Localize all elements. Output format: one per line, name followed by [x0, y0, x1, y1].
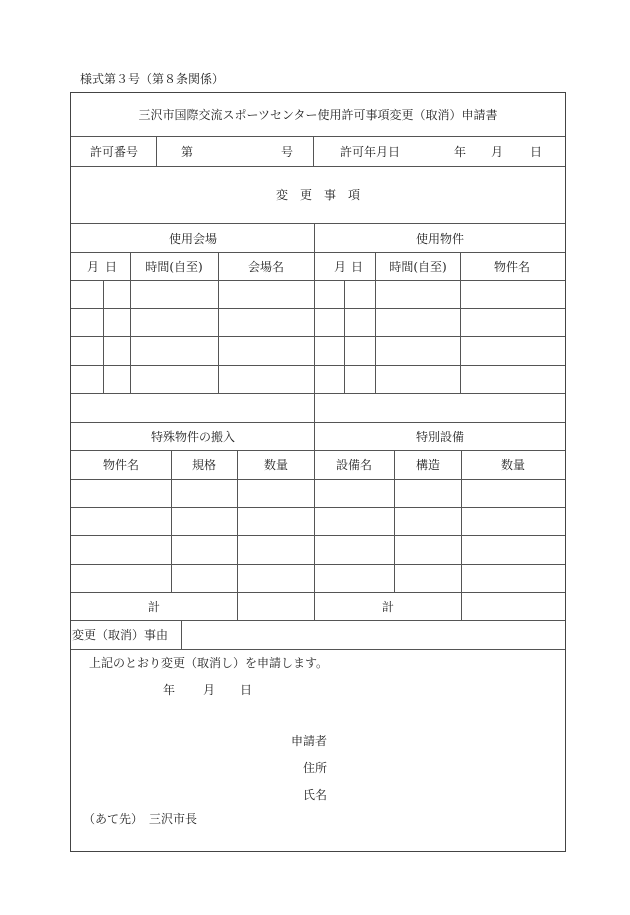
goods-col-time: 時間(自至): [389, 260, 447, 274]
goods-col-name: 物件名: [493, 260, 531, 274]
special-equipment-col-name: 設備名: [335, 458, 373, 472]
line: [181, 620, 182, 649]
goods-heading: 使用物件: [415, 232, 465, 246]
line: [71, 336, 565, 337]
permit-year: 年: [454, 145, 467, 159]
line: [71, 620, 565, 621]
line: [71, 308, 565, 309]
line: [71, 450, 565, 451]
permit-go: 号: [281, 145, 294, 159]
applicant-address: 住所: [303, 761, 328, 775]
reason-label: 変更（取消）事由: [72, 628, 169, 642]
line: [71, 479, 565, 480]
form-title: 三沢市国際交流スポーツセンター使用許可事項変更（取消）申請書: [138, 108, 498, 122]
special-equipment-heading: 特別設備: [415, 430, 465, 444]
line: [313, 136, 314, 166]
permit-number-label: 許可番号: [89, 145, 139, 159]
permit-month: 月: [491, 145, 504, 159]
line: [460, 252, 461, 393]
special-goods-heading: 特殊物件の搬入: [150, 430, 236, 444]
line: [71, 393, 565, 394]
date-year: 年: [163, 683, 176, 697]
date-day: 日: [240, 683, 253, 697]
application-statement: 上記のとおり変更（取消し）を申請します。: [89, 656, 329, 670]
permit-date-label: 許可年月日: [340, 145, 401, 159]
permit-dai: 第: [181, 145, 194, 159]
line: [71, 649, 565, 650]
line: [218, 252, 219, 393]
line: [71, 252, 565, 253]
line: [71, 422, 565, 423]
goods-col-month: 月: [334, 260, 347, 274]
form-number: 様式第３号（第８条関係）: [80, 72, 225, 86]
line: [171, 450, 172, 592]
line: [394, 450, 395, 592]
line: [103, 280, 104, 393]
line: [71, 365, 565, 366]
special-goods-total: 計: [147, 600, 161, 614]
line: [71, 535, 565, 536]
line: [156, 136, 157, 166]
line: [71, 136, 565, 137]
line: [71, 223, 565, 224]
venue-heading: 使用会場: [168, 232, 218, 246]
special-equipment-col-struct: 構造: [415, 458, 441, 472]
venue-col-time: 時間(自至): [145, 260, 203, 274]
date-month: 月: [203, 683, 216, 697]
special-equipment-total: 計: [381, 600, 395, 614]
addressee: （あて先） 三沢市長: [83, 812, 198, 826]
line: [237, 450, 238, 620]
line: [314, 223, 315, 620]
special-goods-col-name: 物件名: [102, 458, 140, 472]
venue-col-month: 月: [87, 260, 100, 274]
goods-col-day: 日: [351, 260, 364, 274]
venue-col-name: 会場名: [247, 260, 285, 274]
special-goods-col-qty: 数量: [263, 458, 289, 472]
applicant-label: 申請者: [291, 734, 328, 748]
line: [71, 564, 565, 565]
line: [71, 280, 565, 281]
applicant-name: 氏名: [303, 788, 328, 802]
line: [375, 252, 376, 393]
permit-day: 日: [530, 145, 543, 159]
line: [71, 166, 565, 167]
change-items-heading: 変 更 事 項: [275, 188, 361, 202]
line: [130, 252, 131, 393]
line: [461, 450, 462, 620]
line: [71, 507, 565, 508]
application-form: [70, 92, 566, 852]
line: [344, 280, 345, 393]
special-equipment-col-qty: 数量: [500, 458, 526, 472]
venue-col-day: 日: [105, 260, 118, 274]
line: [71, 592, 565, 593]
special-goods-col-spec: 規格: [191, 458, 217, 472]
